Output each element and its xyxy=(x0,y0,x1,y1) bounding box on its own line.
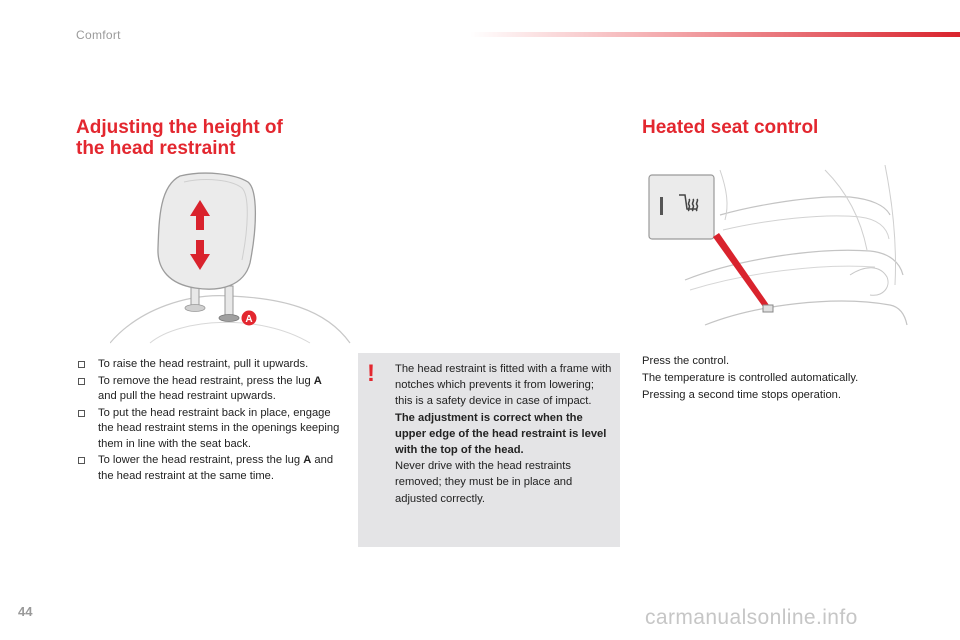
instruction-list xyxy=(76,357,340,485)
watermark: carmanualsonline.info xyxy=(645,606,858,629)
lug-a-label: A xyxy=(245,314,253,325)
checkbox-icon xyxy=(78,361,85,368)
warning-bold: The adjustment is correct when the upper edge of the head restraint is level with the top of the head. xyxy=(395,411,607,457)
list-item: To put the head restraint back in place, engage the head restraint stems in the openings keeping them in line with the seat back. xyxy=(76,406,340,453)
list-item: To raise the head restraint, pull it upwards. xyxy=(76,357,340,373)
header-accent-bar xyxy=(470,32,960,37)
checkbox-icon xyxy=(78,457,85,464)
instruction-line: Pressing a second time stops operation. xyxy=(642,389,841,401)
instruction-line: Press the control. xyxy=(642,355,730,367)
seat-switch-icon xyxy=(763,305,773,312)
list-item: To lower the head restraint, press the lug A and the head restraint at the same time. xyxy=(76,453,340,484)
head-restraint-illustration xyxy=(110,168,355,348)
left-section-title xyxy=(76,117,336,159)
heated-seat-control-inset xyxy=(649,175,714,239)
warning-text xyxy=(395,361,613,507)
pointer-arrow-icon xyxy=(713,233,771,311)
left-title-line1: Adjusting the height of xyxy=(76,117,283,138)
heated-seat-instructions xyxy=(642,353,932,404)
checkbox-icon xyxy=(78,378,85,385)
control-indicator-icon xyxy=(660,197,663,215)
warning-intro: The head restraint is fitted with a frame with notches which prevents it from lowering; this is a safety device in case of impact. xyxy=(395,363,612,408)
list-item: To remove the head restraint, press the lug A and pull the head restraint upwards. xyxy=(76,374,340,405)
page-number: 44 xyxy=(18,604,33,619)
instruction-line: The temperature is controlled automatically. xyxy=(642,372,859,384)
heated-seat-illustration xyxy=(645,165,910,340)
warning-icon: ! xyxy=(367,360,375,387)
left-title-line2: the head restraint xyxy=(76,138,236,159)
checkbox-icon xyxy=(78,410,85,417)
right-section-title: Heated seat control xyxy=(642,117,819,138)
warning-outro: Never drive with the head restraints removed; they must be in place and adjusted correctly. xyxy=(395,460,573,505)
section-label: Comfort xyxy=(76,28,121,42)
